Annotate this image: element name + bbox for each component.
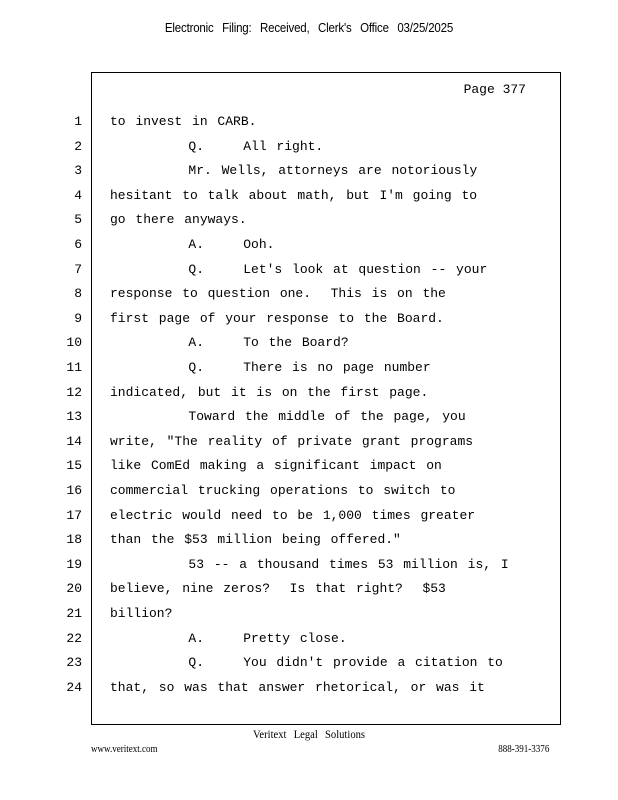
- line-text: believe, nine zeros? Is that right? $53: [110, 581, 446, 596]
- line-text: go there anyways.: [110, 212, 247, 227]
- line-number: 3: [74, 163, 82, 178]
- footer-website: www.veritext.com: [91, 743, 158, 755]
- line-text: Toward the middle of the page, you: [110, 409, 466, 424]
- line-text: A. Ooh.: [110, 237, 275, 252]
- line-number: 8: [74, 286, 82, 301]
- line-text: 53 -- a thousand times 53 million is, I: [110, 557, 509, 572]
- line-number: 5: [74, 212, 82, 227]
- line-number: 22: [66, 631, 82, 646]
- line-number: 24: [66, 680, 82, 695]
- line-number: 15: [66, 458, 82, 473]
- line-text: billion?: [110, 606, 173, 621]
- line-text: Q. There is no page number: [110, 360, 431, 375]
- line-number: 16: [66, 483, 82, 498]
- line-text: A. Pretty close.: [110, 631, 347, 646]
- line-text: first page of your response to the Board.: [110, 311, 444, 326]
- line-text: Q. You didn't provide a citation to: [110, 655, 503, 670]
- filing-stamp: Electronic Filing: Received, Clerk's Office 03/25/2025: [164, 21, 454, 35]
- line-number: 4: [74, 188, 82, 203]
- line-text: that, so was that answer rhetorical, or was it: [110, 680, 485, 695]
- line-number: 20: [66, 581, 82, 596]
- line-number: 1: [74, 114, 82, 129]
- line-text: like ComEd making a significant impact on: [110, 458, 442, 473]
- line-number: 7: [74, 262, 82, 277]
- line-number: 13: [66, 409, 82, 424]
- line-text: Q. Let's look at question -- your: [110, 262, 488, 277]
- page-number: Page 377: [463, 82, 526, 97]
- line-text: A. To the Board?: [110, 335, 349, 350]
- line-text: Mr. Wells, attorneys are notoriously: [110, 163, 478, 178]
- line-number: 23: [66, 655, 82, 670]
- line-text: hesitant to talk about math, but I'm going to: [110, 188, 478, 203]
- line-text: than the $53 million being offered.": [110, 532, 401, 547]
- line-number: 14: [66, 434, 82, 449]
- line-number: 17: [66, 508, 82, 523]
- line-number: 2: [74, 139, 82, 154]
- line-text: to invest in CARB.: [110, 114, 257, 129]
- line-number: 9: [74, 311, 82, 326]
- line-number: 6: [74, 237, 82, 252]
- line-number: 12: [66, 385, 82, 400]
- line-number: 21: [66, 606, 82, 621]
- line-text: write, "The reality of private grant programs: [110, 434, 474, 449]
- line-text: commercial trucking operations to switch to: [110, 483, 456, 498]
- line-text: Q. All right.: [110, 139, 324, 154]
- line-number: 19: [66, 557, 82, 572]
- line-text: indicated, but it is on the first page.: [110, 385, 429, 400]
- line-number: 11: [66, 360, 82, 375]
- footer-company: Veritext Legal Solutions: [252, 729, 366, 741]
- line-text: electric would need to be 1,000 times greater: [110, 508, 476, 523]
- footer-phone: 888-391-3376: [497, 743, 549, 755]
- line-text: response to question one. This is on the: [110, 286, 446, 301]
- line-number: 10: [66, 335, 82, 350]
- line-number: 18: [66, 532, 82, 547]
